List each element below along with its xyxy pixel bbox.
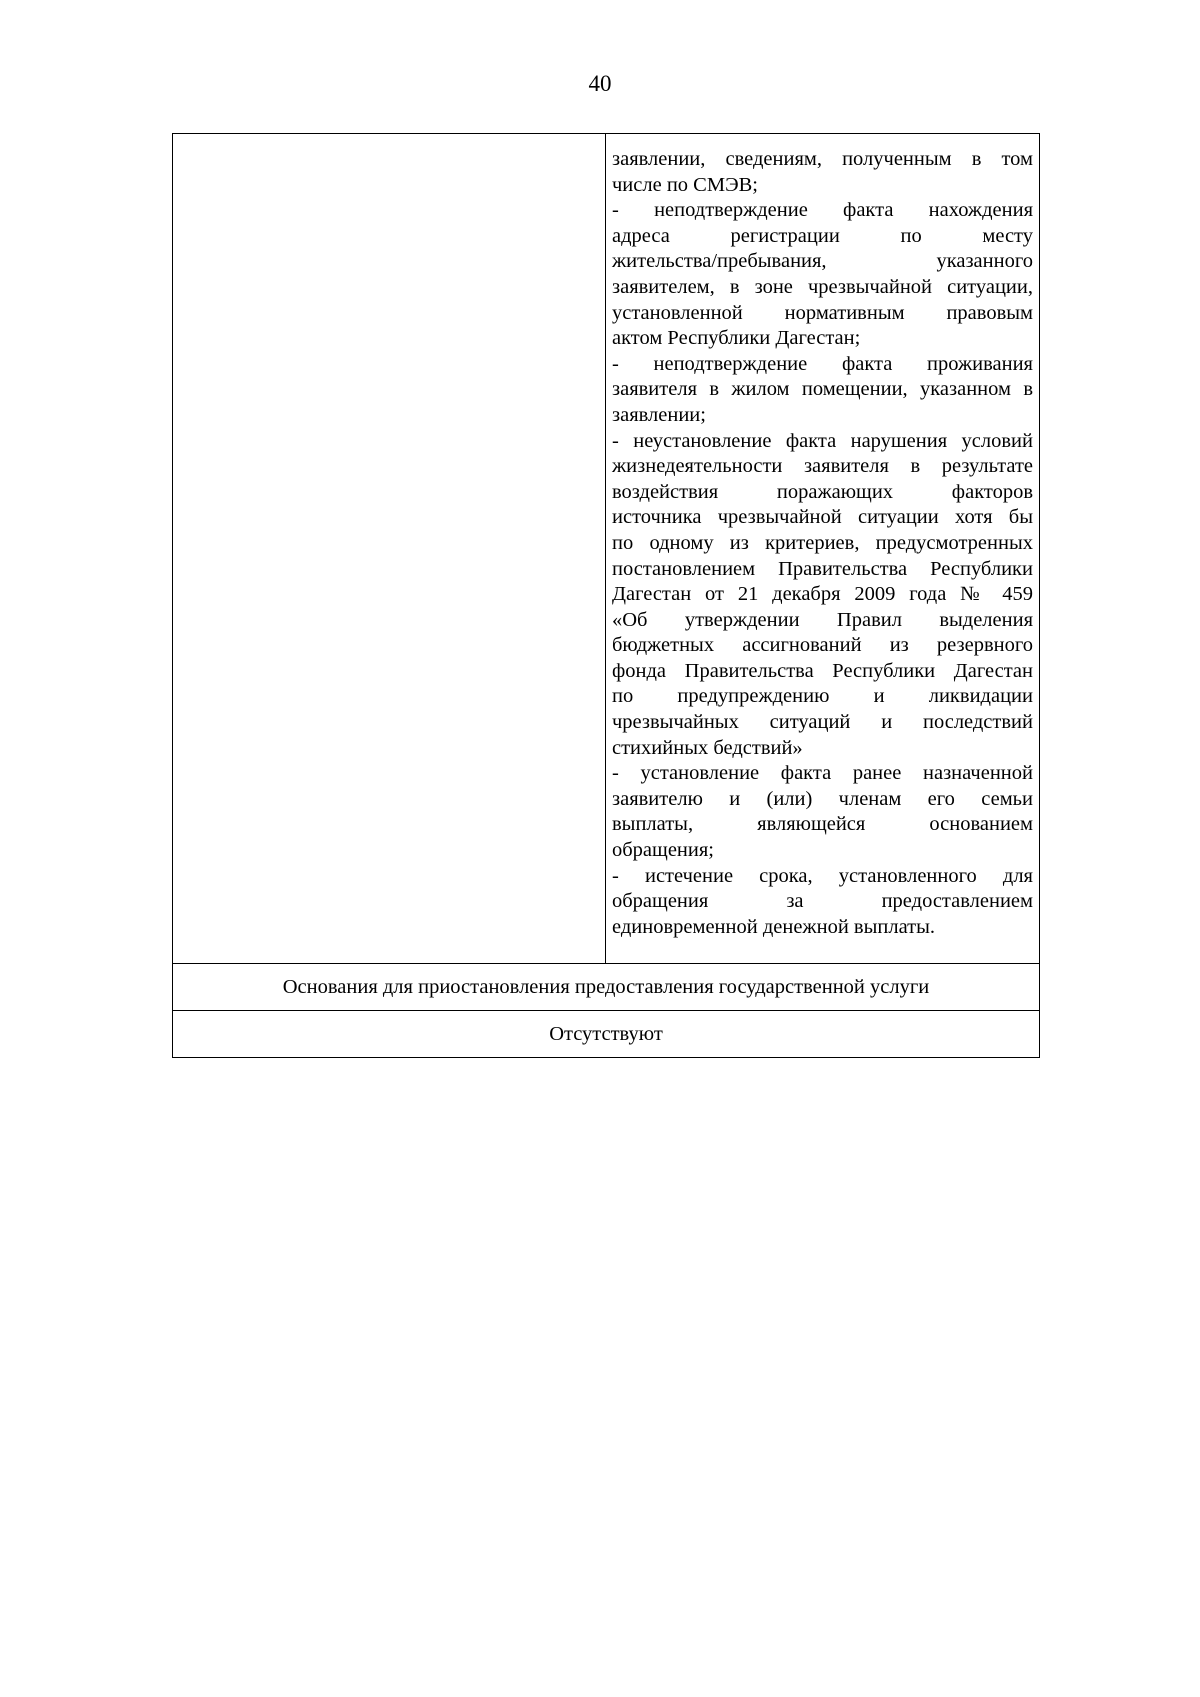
text-line: бюджетных ассигнований из резервного (612, 634, 1033, 657)
text-line: заявлении, сведениям, полученным в том (612, 148, 1033, 170)
text-line: Дагестан от 21 декабря 2009 года № 459 (612, 583, 1033, 606)
page-number: 40 (588, 71, 612, 96)
text-line: числе по СМЭВ; (612, 173, 758, 196)
suspension-heading: Основания для приостановления предоставления государственной услуги (173, 964, 1040, 1011)
text-line: «Об утверждении Правил выделения (612, 608, 1033, 631)
text-line: установленной нормативным правовым (612, 301, 1033, 324)
text-line: жизнедеятельности заявителя в результате (612, 455, 1033, 478)
suspension-value-row (173, 1011, 1040, 1058)
text-line: - установление факта ранее назначенной (612, 762, 1033, 785)
text-line: - неустановление факта нарушения условий (612, 429, 1033, 452)
text-line: стихийных бедствий» (612, 736, 803, 759)
text-line: по предупреждению и ликвидации (612, 685, 1033, 708)
text-line: чрезвычайных ситуаций и последствий (612, 711, 1033, 734)
text-line: по одному из критериев, предусмотренных (612, 531, 1033, 554)
empty-left-cell (173, 134, 606, 964)
text-line: фонда Правительства Республики Дагестан (612, 659, 1033, 682)
text-line: заявителя в жилом помещении, указанном в (612, 378, 1033, 401)
refusal-reasons-row (173, 134, 1040, 964)
text-line: - неподтверждение факта нахождения (612, 199, 1033, 222)
suspension-value: Отсутствуют (173, 1011, 1040, 1058)
suspension-heading-row (173, 964, 1040, 1011)
text-line: выплаты, являющейся основанием (612, 813, 1033, 836)
text-line: - истечение срока, установленного для (612, 864, 1033, 887)
document-table (172, 133, 1040, 1058)
refusal-reasons-cell (606, 134, 1040, 964)
text-line: единовременной денежной выплаты. (612, 915, 935, 938)
text-line: заявителем, в зоне чрезвычайной ситуации, (612, 275, 1033, 298)
text-line: адреса регистрации по месту (612, 224, 1033, 247)
text-line: воздействия поражающих факторов (612, 480, 1033, 503)
text-line: - неподтверждение факта проживания (612, 352, 1033, 375)
text-line: жительства/пребывания, указанного (612, 250, 1033, 273)
text-line: источника чрезвычайной ситуации хотя бы (612, 506, 1033, 529)
text-line: заявителю и (или) членам его семьи (612, 787, 1033, 810)
text-line: обращения; (612, 839, 714, 862)
refusal-reasons-text (606, 134, 1039, 963)
text-line: актом Республики Дагестан; (612, 327, 861, 350)
text-line: заявлении; (612, 403, 706, 426)
text-line: обращения за предоставлением (612, 890, 1033, 913)
text-line: постановлением Правительства Республики (612, 557, 1033, 580)
